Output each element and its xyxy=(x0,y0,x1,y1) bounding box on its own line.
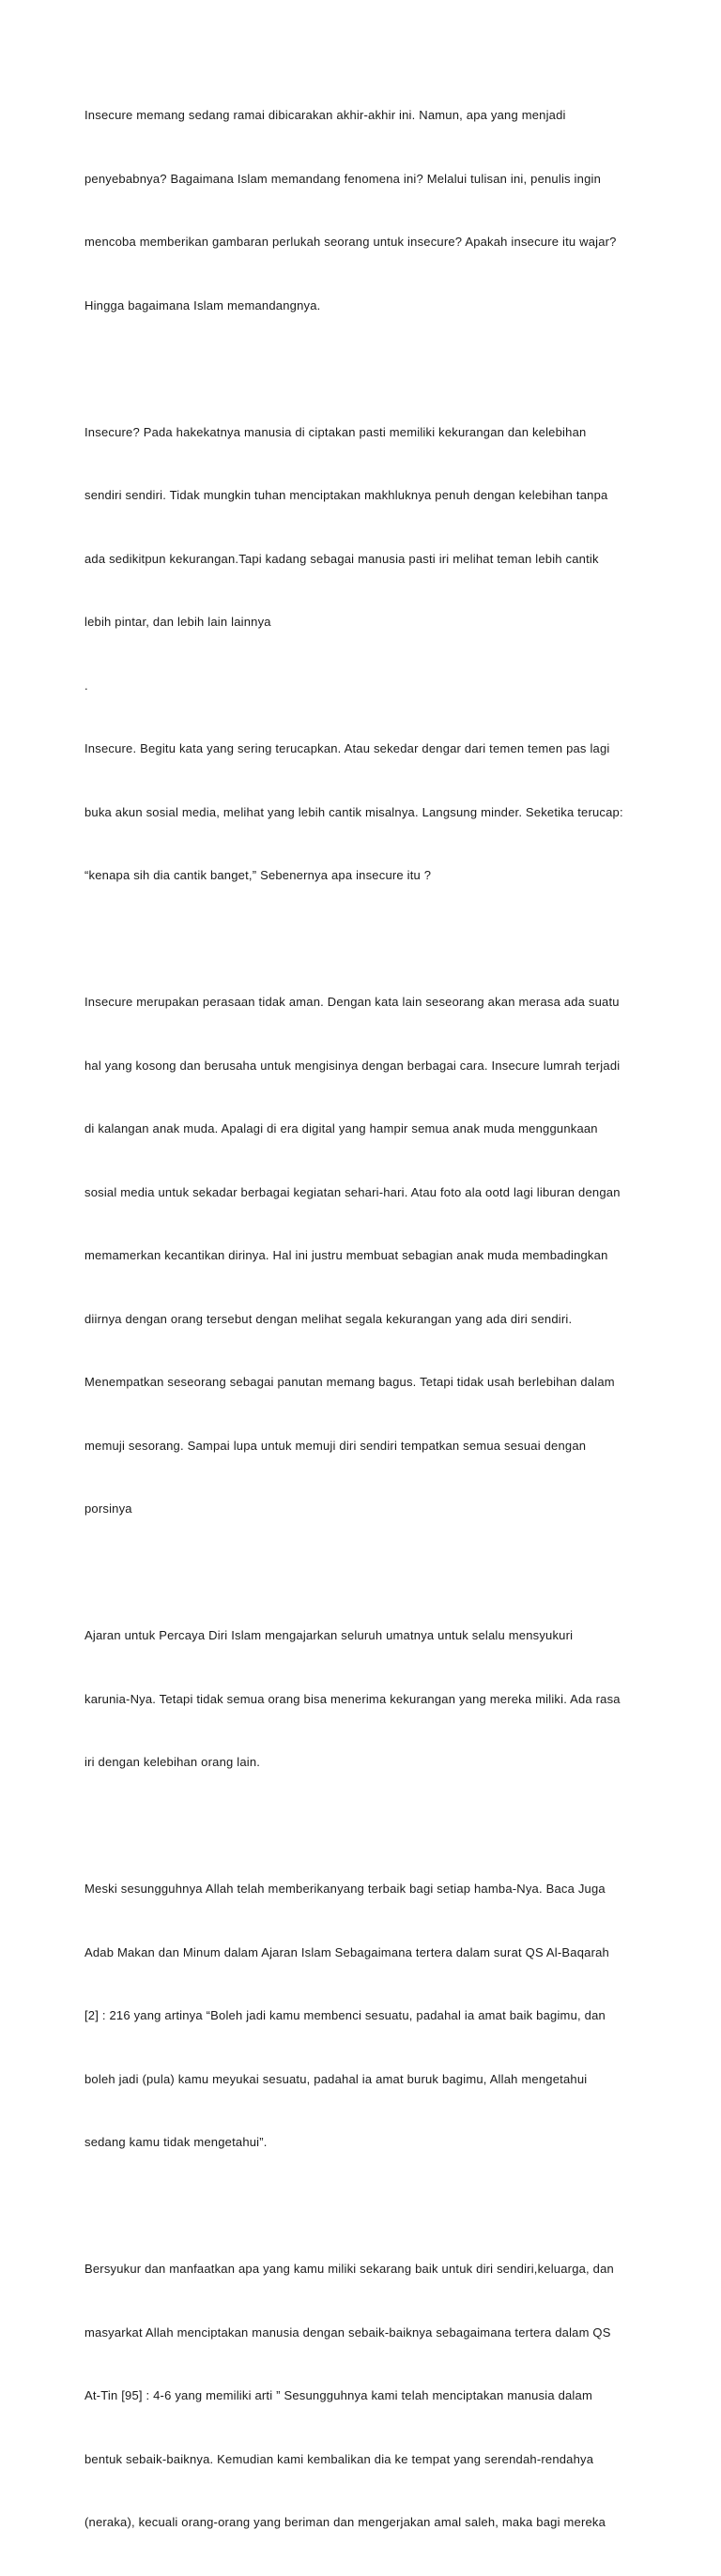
text-line: At-Tin [95] : 4-6 yang memiliki arti ” Sesungguhnya kami telah menciptakan manusia dalam xyxy=(84,2388,592,2402)
paragraph-at-tin xyxy=(84,2217,665,2576)
text-line: boleh jadi (pula) kamu meyukai sesuatu, padahal ia amat buruk bagimu, Allah mengetahui xyxy=(84,2071,588,2086)
text-line: hal yang kosong dan berusaha untuk mengisinya dengan berbagai cara. Insecure lumrah terjadi xyxy=(84,1058,621,1073)
text-line: Bersyukur dan manfaatkan apa yang kamu miliki sekarang baik untuk diri sendiri,keluarga, dan xyxy=(84,2262,614,2276)
text-line: memamerkan kecantikan dirinya. Hal ini justru membuat sebagian anak muda membadingkan xyxy=(84,1248,608,1262)
text-line: buka akun sosial media, melihat yang lebih cantik misalnya. Langsung minder. Seketika terucap: xyxy=(84,804,623,819)
text-line: sendiri sendiri. Tidak mungkin tuhan menciptakan makhluknya penuh dengan kelebihan tanpa xyxy=(84,488,608,502)
text-line: masyarkat Allah menciptakan manusia dengan sebaik-baiknya sebagaimana tertera dalam QS xyxy=(84,2324,611,2340)
text-line: Adab Makan dan Minum dalam Ajaran Islam Sebagaimana tertera dalam surat QS Al-Baqarah xyxy=(84,1944,609,1959)
paragraph-insecure-definition xyxy=(84,380,665,929)
text-line: diirnya dengan orang tersebut dengan melihat segala kekurangan yang ada diri sendiri. xyxy=(84,1311,573,1326)
paragraph-self-confidence xyxy=(84,1583,665,1816)
text-line: ada sedikitpun kekurangan.Tapi kadang sebagai manusia pasti iri melihat teman lebih cantik xyxy=(84,551,599,566)
text-line: Ajaran untuk Percaya Diri Islam mengajarkan seluruh umatnya untuk selalu mensyukuri xyxy=(84,1628,574,1642)
text-line: Insecure merupakan perasaan tidak aman. Dengan kata lain seseorang akan merasa ada suatu xyxy=(84,995,620,1009)
text-line: “kenapa sih dia cantik banget,” Sebenernya apa insecure itu ? xyxy=(84,868,432,882)
text-line: (neraka), kecuali orang-orang yang beriman dan mengerjakan amal saleh, maka bagi mereka xyxy=(84,2515,606,2529)
text-line: bentuk sebaik-baiknya. Kemudian kami kembalikan dia ke tempat yang serendah-rendahya xyxy=(84,2451,594,2466)
text-line: karunia-Nya. Tetapi tidak semua orang bisa menerima kekurangan yang mereka miliki. Ada rasa xyxy=(84,1691,621,1706)
text-line: Insecure. Begitu kata yang sering terucapkan. Atau sekedar dengar dari temen temen pas lagi xyxy=(84,741,610,755)
paragraph-insecure-meaning xyxy=(84,950,665,1562)
paragraph-al-baqarah xyxy=(84,1837,665,2196)
text-line: di kalangan anak muda. Apalagi di era digital yang hampir semua anak muda menggunkaan xyxy=(84,1121,598,1136)
text-line: mencoba memberikan gambaran perlukah seorang untuk insecure? Apakah insecure itu wajar? xyxy=(84,235,617,249)
text-line: Meski sesungguhnya Allah telah memberikanyang terbaik bagi setiap hamba-Nya. Baca Juga xyxy=(84,1882,606,1896)
paragraph-intro xyxy=(84,63,665,358)
text-line: lebih pintar, dan lebih lain lainnya xyxy=(84,615,271,629)
paragraph-gap xyxy=(84,929,665,951)
text-line: Insecure? Pada hakekatnya manusia di ciptakan pasti memiliki kekurangan dan kelebihan xyxy=(84,424,587,439)
text-line: sedang kamu tidak mengetahui”. xyxy=(84,2135,268,2149)
paragraph-gap xyxy=(84,1816,665,1837)
text-line: iri dengan kelebihan orang lain. xyxy=(84,1755,261,1769)
text-line: Menempatkan seseorang sebagai panutan memang bagus. Tetapi tidak usah berlebihan dalam xyxy=(84,1375,615,1389)
text-line: Insecure memang sedang ramai dibicarakan akhir-akhir ini. Namun, apa yang menjadi xyxy=(84,108,566,122)
text-line: penyebabnya? Bagaimana Islam memandang fenomena ini? Melalui tulisan ini, penulis ingin xyxy=(84,171,602,186)
paragraph-gap xyxy=(84,1562,665,1584)
text-line: sosial media untuk sekadar berbagai kegiatan sehari-hari. Atau foto ala ootd lagi liburan dengan xyxy=(84,1184,621,1199)
text-line: memuji sesorang. Sampai lupa untuk memuji diri sendiri tempatkan semua sesuai dengan xyxy=(84,1438,587,1453)
paragraph-gap xyxy=(84,2196,665,2218)
text-line: [2] : 216 yang artinya “Boleh jadi kamu membenci sesuatu, padahal ia amat baik bagimu, dan xyxy=(84,2008,606,2022)
text-line: . xyxy=(84,678,88,693)
text-line: porsinya xyxy=(84,1501,132,1516)
text-line: Hingga bagaimana Islam memandangnya. xyxy=(84,297,321,312)
paragraph-gap xyxy=(84,358,665,380)
